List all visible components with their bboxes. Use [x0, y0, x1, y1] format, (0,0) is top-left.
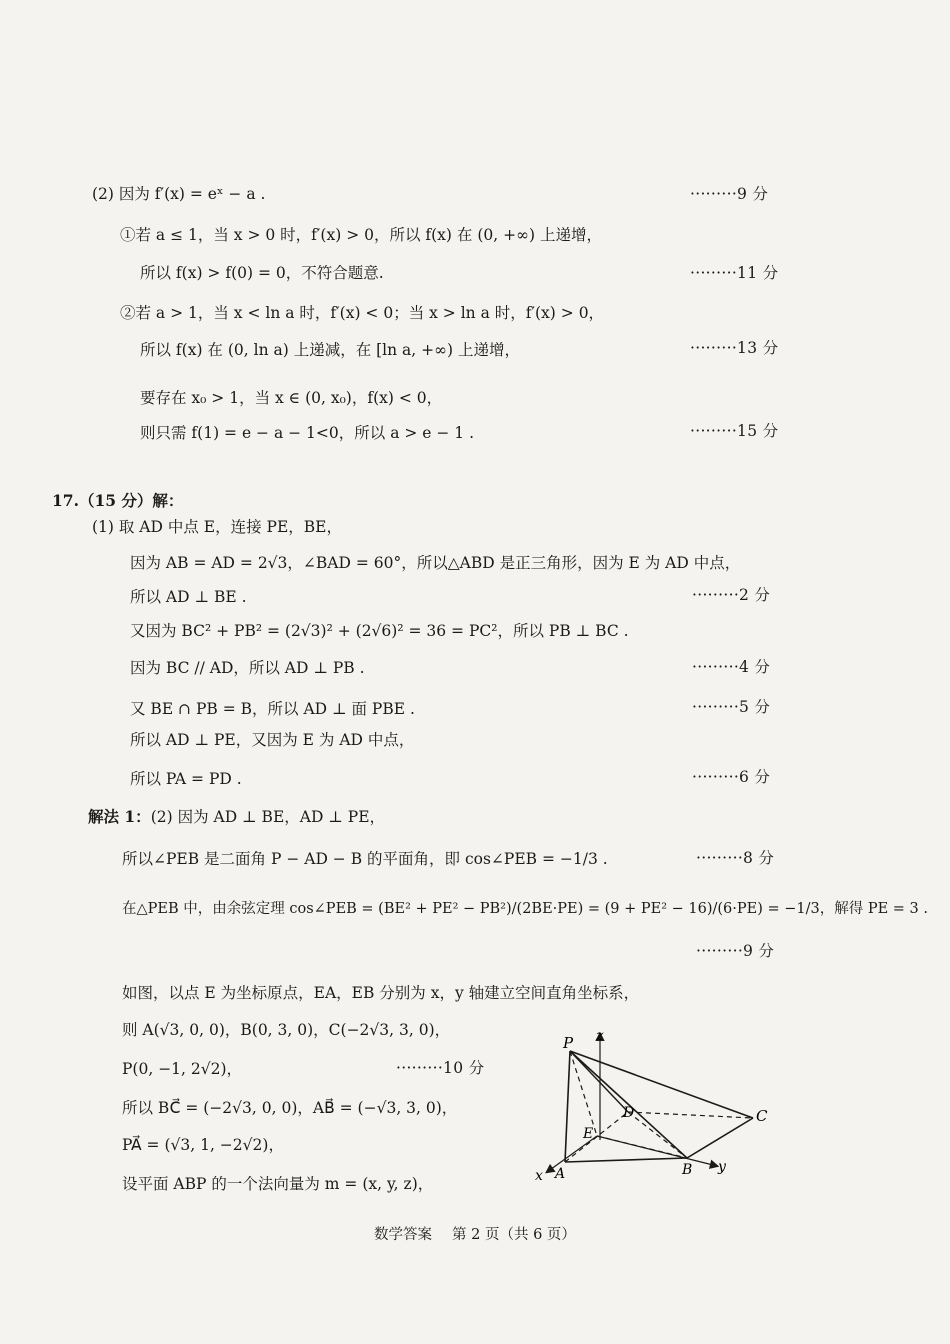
label-a: A: [555, 1166, 566, 1182]
score-13: ·········13 分: [690, 339, 779, 357]
score-10: ·········10 分: [396, 1059, 485, 1077]
footer-page-number: 第 2 页（共 6 页）: [452, 1227, 576, 1243]
score-2: ·········2 分: [692, 586, 771, 604]
part2-line-1: (2) 因为 f′(x) = eˣ − a .: [92, 185, 266, 203]
method1-line-5: 则 A(√3, 0, 0)，B(0, 3, 0)，C(−2√3, 3, 0)，: [122, 1021, 451, 1039]
part2-line-2: ①若 a ≤ 1，当 x > 0 时，f′(x) > 0，所以 f(x) 在 (0, +∞) 上递增，: [120, 226, 602, 244]
method1-line-6: P(0, −1, 2√2)，: [122, 1060, 243, 1078]
method1-line-8: PA⃗ = (√3, 1, −2√2)，: [122, 1136, 284, 1154]
part2-line-7: 则只需 f(1) = e − a − 1<0，所以 a > e − 1 .: [140, 424, 475, 442]
label-z: z: [596, 1028, 604, 1044]
page-footer: [0, 1224, 950, 1246]
label-y: y: [718, 1159, 726, 1175]
q17-line-1: (1) 取 AD 中点 E，连接 PE，BE，: [92, 518, 342, 536]
edge-pc: [570, 1051, 753, 1118]
edge-dc: [628, 1112, 753, 1118]
score-11: ·········11 分: [690, 264, 779, 282]
score-4: ·········4 分: [692, 658, 771, 676]
score-5: ·········5 分: [692, 698, 771, 716]
q17-line-8: 所以 PA = PD .: [130, 770, 242, 788]
part2-line-3: 所以 f(x) > f(0) = 0，不符合题意.: [140, 264, 384, 282]
pyramid-figure: [525, 1022, 785, 1192]
edge-pd: [570, 1051, 628, 1112]
method1-line-4: 如图，以点 E 为坐标原点，EA，EB 分别为 x，y 轴建立空间直角坐标系，: [122, 984, 640, 1002]
footer-subject: 数学答案: [374, 1227, 433, 1243]
label-p: P: [563, 1034, 574, 1052]
score-9: ·········9 分: [690, 185, 769, 203]
label-d: D: [623, 1105, 635, 1121]
part2-line-6: 要存在 x₀ > 1，当 x ∈ (0, x₀)，f(x) < 0，: [140, 389, 443, 407]
q17-line-7: 所以 AD ⊥ PE，又因为 E 为 AD 中点，: [130, 731, 415, 749]
score-9b: ·········9 分: [696, 942, 775, 960]
score-15: ·········15 分: [690, 422, 779, 440]
score-6: ·········6 分: [692, 768, 771, 786]
score-8: ·········8 分: [696, 849, 775, 867]
q17-line-5: 因为 BC // AD，所以 AD ⊥ PB .: [130, 659, 365, 677]
label-x: x: [535, 1168, 543, 1184]
edge-ab: [565, 1158, 687, 1162]
q17-header: 17.（15 分）解：: [52, 491, 184, 510]
q17-line-2: 因为 AB = AD = 2√3，∠BAD = 60°，所以△ABD 是正三角形，因为 E 为 AD 中点，: [130, 554, 741, 572]
part2-line-4: ②若 a > 1，当 x < ln a 时，f′(x) < 0；当 x > ln a 时，f′(x) > 0，: [120, 304, 605, 322]
part2-line-5: 所以 f(x) 在 (0, ln a) 上递减，在 [ln a, +∞) 上递增，: [140, 341, 521, 359]
method1-intro: (2) 因为 AD ⊥ BE，AD ⊥ PE，: [150, 808, 386, 826]
edge-pa: [565, 1051, 570, 1162]
method1-line-2: 所以∠PEB 是二面角 P − AD − B 的平面角，即 cos∠PEB = −1/3 .: [122, 850, 608, 868]
method1-label: 解法 1：: [88, 807, 151, 826]
method1-line-1: [88, 805, 385, 829]
q17-line-3: 所以 AD ⊥ BE .: [130, 588, 247, 606]
q17-line-6: 又 BE ∩ PB = B，所以 AD ⊥ 面 PBE .: [130, 700, 415, 718]
label-e: E: [583, 1126, 594, 1142]
method1-line-7: 所以 BC⃗ = (−2√3, 0, 0)，AB⃗ = (−√3, 3, 0)，: [122, 1099, 458, 1117]
label-b: B: [682, 1162, 693, 1178]
method1-line-3: 在△PEB 中，由余弦定理 cos∠PEB = (BE² + PE² − PB²)/(2BE·PE) = (9 + PE² − 16)/(6·PE) = −1/3，解得 PE = 3 .: [122, 901, 929, 917]
edge-bc: [687, 1118, 753, 1158]
q17-line-4: 又因为 BC² + PB² = (2√3)² + (2√6)² = 36 = PC²，所以 PB ⊥ BC .: [130, 622, 629, 640]
method1-line-9: 设平面 ABP 的一个法向量为 m = (x, y, z)，: [122, 1175, 434, 1193]
label-c: C: [756, 1107, 768, 1125]
